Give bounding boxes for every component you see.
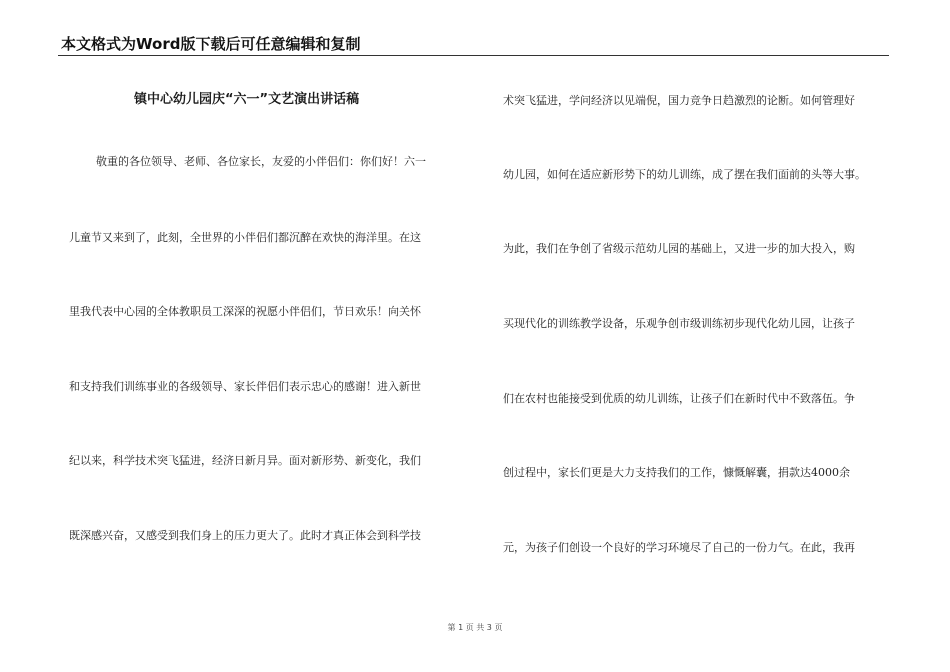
left-column-line: 里我代表中心园的全体教职员工深深的祝愿小伴侣们，节日欢乐！向关怀 — [69, 305, 421, 318]
right-column-line: 创过程中，家长们更是大力支持我们的工作，慷慨解囊，捐款达4000余 — [503, 466, 850, 479]
right-column-line: 元，为孩子们创设一个良好的学习环境尽了自己的一份力气。在此，我再 — [503, 541, 855, 554]
document-header-title: 本文格式为Word版下载后可任意编辑和复制 — [61, 35, 361, 53]
speech-title: 镇中心幼儿园庆“六一”文艺演出讲话稿 — [134, 92, 360, 107]
page-number-footer: 第 1 页 共 3 页 — [447, 623, 503, 632]
right-column-line: 术突飞猛进，学问经济以见端倪，国力竞争日趋激烈的论断。如何管理好 — [503, 94, 855, 107]
left-column-line: 纪以来，科学技术突飞猛进，经济日新月异。面对新形势、新变化，我们 — [69, 454, 421, 467]
header-divider — [58, 55, 889, 56]
left-column-line: 和支持我们训练事业的各级领导、家长伴侣们表示忠心的感谢！进入新世 — [69, 380, 421, 393]
right-column-line: 们在农村也能接受到优质的幼儿训练，让孩子们在新时代中不致落伍。争 — [503, 392, 855, 405]
left-column-line: 既深感兴奋，又感受到我们身上的压力更大了。此时才真正体会到科学技 — [69, 529, 421, 542]
right-column-line: 为此，我们在争创了省级示范幼儿园的基础上，又进一步的加大投入，购 — [503, 242, 855, 255]
left-column-line: 敬重的各位领导、老师、各位家长，友爱的小伴侣们：你们好！六一 — [96, 155, 426, 168]
right-column-line: 买现代化的训练教学设备，乐观争创市级训练初步现代化幼儿园，让孩子 — [503, 317, 855, 330]
right-column-line: 幼儿园，如何在适应新形势下的幼儿训练，成了摆在我们面前的头等大事。 — [503, 168, 866, 181]
left-column-line: 儿童节又来到了，此刻，全世界的小伴侣们都沉醉在欢快的海洋里。在这 — [69, 231, 421, 244]
